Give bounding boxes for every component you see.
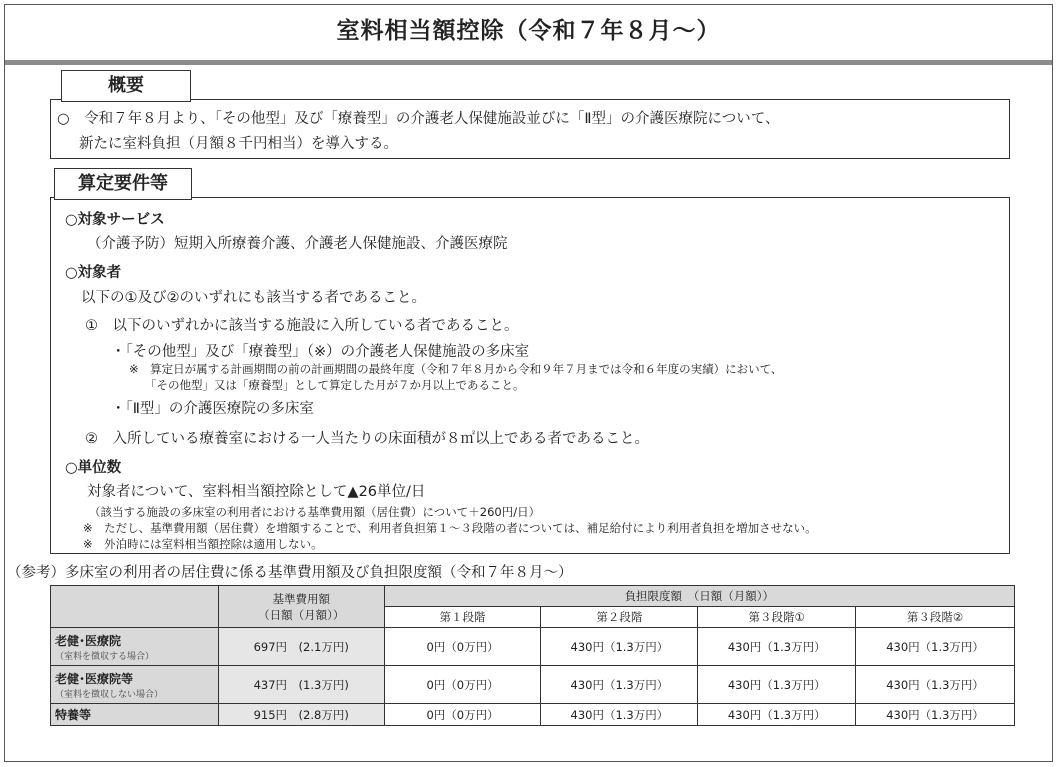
units-text: 対象者について、室料相当額控除として▲26単位/日 bbox=[87, 484, 426, 500]
header-base bbox=[218, 586, 384, 628]
row-label-sub: （室料を徴収しない場合） bbox=[55, 689, 164, 700]
value-cell: 430円（1.3万円） bbox=[698, 666, 856, 704]
units-note-2: ※ ただし、基準費用額（居住費）を増額することで、利用者負担第１～３段階の者については、補足給付により利用者負担を増加させない。 bbox=[83, 521, 817, 535]
header-stage-2: 第２段階 bbox=[541, 607, 698, 628]
value-cell: 0円（0万円） bbox=[384, 628, 541, 666]
units-note-1: （該当する施設の多床室の利用者における基準費用額（居住費）について＋260円/日） bbox=[89, 505, 541, 519]
overview-line-1: ○ 令和７年８月より、「その他型」及び「療養型」の介護老人保健施設並びに「Ⅱ型」の介護医療院について、 bbox=[57, 111, 780, 127]
row-label bbox=[51, 704, 219, 726]
value-cell: 430円（1.3万円） bbox=[698, 628, 856, 666]
value-cell: 430円（1.3万円） bbox=[541, 704, 698, 726]
base-cell: 915円 (2.8万円) bbox=[218, 704, 384, 726]
target-intro: 以下の①及び②のいずれにも該当する者であること。 bbox=[81, 290, 426, 306]
header-stage-3-1: 第３段階① bbox=[698, 607, 856, 628]
row-label-text: 老健･医療院 bbox=[55, 633, 122, 648]
value-cell: 430円（1.3万円） bbox=[856, 628, 1015, 666]
service-text: （介護予防）短期入所療養介護、介護老人保健施設、介護医療院 bbox=[87, 236, 508, 252]
header-stage-3-2: 第３段階② bbox=[856, 607, 1015, 628]
base-cell: 437円 (1.3万円) bbox=[218, 666, 384, 704]
table-row bbox=[51, 628, 1015, 666]
requirements-label: 算定要件等 bbox=[54, 168, 192, 200]
table-row bbox=[51, 666, 1015, 704]
value-cell: 430円（1.3万円） bbox=[541, 666, 698, 704]
header-base-line-1: 基準費用額 bbox=[272, 591, 330, 606]
header-base-line-2: （日額（月額）） bbox=[258, 607, 345, 622]
header-stage-1: 第１段階 bbox=[384, 607, 541, 628]
reference-table bbox=[50, 585, 1015, 726]
overview-label: 概要 bbox=[61, 70, 191, 102]
page-title: 室料相当額控除（令和７年８月～） bbox=[336, 18, 721, 44]
reference-caption: （参考）多床室の利用者の居住費に係る基準費用額及び負担限度額（令和７年８月～） bbox=[7, 565, 573, 581]
condition-1-b: ・「Ⅱ型」の介護医療院の多床室 bbox=[111, 401, 314, 417]
value-cell: 430円（1.3万円） bbox=[856, 704, 1015, 726]
condition-1-note-2: 「その他型」又は「療養型」として算定した月が７か月以上であること。 bbox=[145, 378, 525, 392]
condition-1: ① 以下のいずれかに該当する施設に入所している者であること。 bbox=[85, 318, 519, 334]
title-divider bbox=[5, 60, 1052, 65]
row-label bbox=[51, 666, 219, 704]
value-cell: 0円（0万円） bbox=[384, 704, 541, 726]
value-cell: 430円（1.3万円） bbox=[541, 628, 698, 666]
service-heading: ○対象サービス bbox=[65, 212, 165, 228]
value-cell: 0円（0万円） bbox=[384, 666, 541, 704]
document-frame bbox=[4, 4, 1053, 762]
overview-box bbox=[50, 99, 1010, 159]
row-label bbox=[51, 628, 219, 666]
value-cell: 430円（1.3万円） bbox=[856, 666, 1015, 704]
condition-1-a: ・「その他型」及び「療養型」（※）の介護老人保健施設の多床室 bbox=[111, 344, 530, 360]
requirements-box bbox=[50, 197, 1010, 554]
row-label-sub: （室料を徴収する場合） bbox=[55, 651, 155, 662]
table-row bbox=[51, 704, 1015, 726]
target-heading: ○対象者 bbox=[65, 265, 122, 281]
units-heading: ○単位数 bbox=[65, 460, 122, 476]
overview-line-2: 新たに室料負担（月額８千円相当）を導入する。 bbox=[79, 136, 398, 152]
condition-2: ② 入所している療養室における一人当たりの床面積が８㎡以上である者であること。 bbox=[85, 431, 649, 447]
row-label-text: 特養等 bbox=[55, 708, 92, 722]
value-cell: 430円（1.3万円） bbox=[698, 704, 856, 726]
row-label-text: 老健･医療院等 bbox=[55, 671, 134, 686]
base-cell: 697円 (2.1万円) bbox=[218, 628, 384, 666]
header-limit: 負担限度額 （日額（月額）） bbox=[384, 586, 1014, 607]
units-note-3: ※ 外泊時には室料相当額控除は適用しない。 bbox=[83, 537, 323, 551]
condition-1-note-1: ※ 算定日が属する計画期間の前の計画期間の最終年度（令和７年８月から令和９年７月までは令和６年度の実績）において、 bbox=[129, 362, 783, 376]
table-corner bbox=[51, 586, 219, 628]
